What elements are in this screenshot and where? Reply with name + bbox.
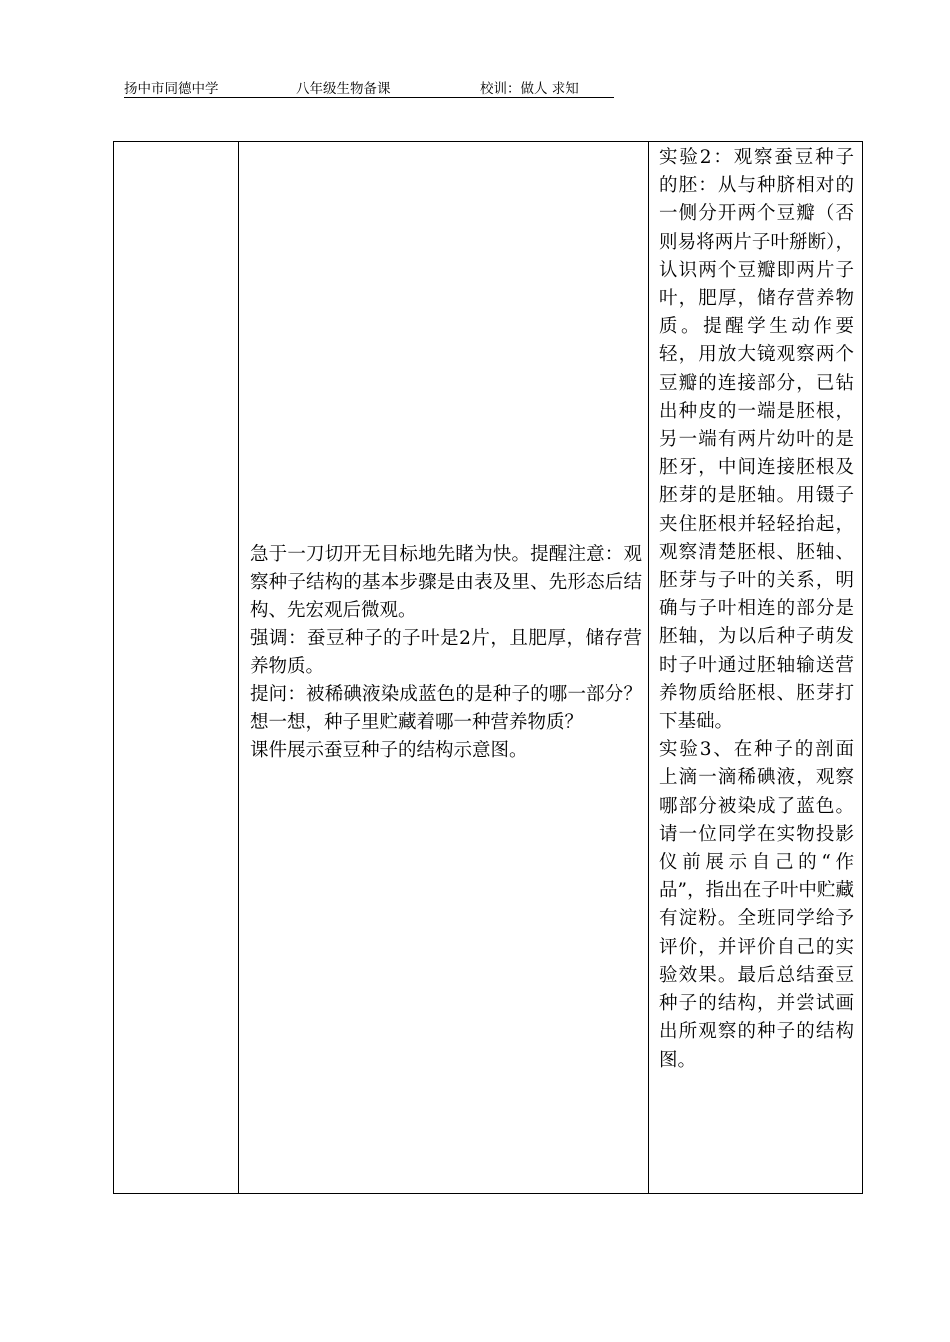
left-cell — [114, 142, 239, 1194]
teacher-note-paragraph: 急于一刀切开无目标地先睹为快。提醒注意：观察种子结构的基本步骤是由表及里、先形态后结构、先宏观后微观。 — [250, 544, 642, 621]
page-header — [124, 77, 614, 98]
experiment-2-paragraph: 实验2：观察蚕豆种子的胚：从与种脐相对的一侧分开两个豆瓣（否则易将两片子叶掰断），认识两个豆瓣即两片子叶，肥厚，储存营养物质。提醒学生动作要轻，用放大镜观察两个豆瓣的连接部分，已钻出种皮的一端是胚根，另一端有两片幼叶的是胚牙，中间连接胚根及胚芽的是胚轴。用镊子夹住胚根并轻轻抬起，观察清楚胚根、胚轴、胚芽与子叶的关系，明确与子叶相连的部分是胚轴，为以后种子萌发时子叶通过胚轴输送营养物质给胚根、胚芽打下基础。 — [659, 147, 854, 733]
courseware-paragraph: 课件展示蚕豆种子的结构示意图。 — [250, 740, 528, 761]
course-title: 八年级生物备课 — [296, 81, 391, 97]
emphasis-paragraph: 强调：蚕豆种子的子叶是2片，且肥厚，储存营养物质。 — [250, 628, 642, 677]
student-activity-cell — [649, 142, 863, 1194]
question-paragraph: 提问：被稀碘液染成蓝色的是种子的哪一部分？想一想，种子里贮藏着哪一种营养物质？ — [250, 684, 642, 733]
lesson-plan-table — [113, 141, 863, 1194]
table-row — [114, 142, 863, 1194]
teacher-activity-cell — [239, 142, 649, 1194]
experiment-3-paragraph: 实验3、在种子的剖面上滴一滴稀碘液，观察哪部分被染成了蓝色。请一位同学在实物投影仪前展示自己的“作品”，指出在子叶中贮藏有淀粉。全班同学给予评价，并评价自己的实验效果。最后总结蚕豆种子的结构，并尝试画出所观察的种子的结构图。 — [659, 739, 854, 1071]
school-motto: 校训：做人 求知 — [480, 81, 579, 97]
school-name: 扬中市同德中学 — [124, 81, 219, 97]
